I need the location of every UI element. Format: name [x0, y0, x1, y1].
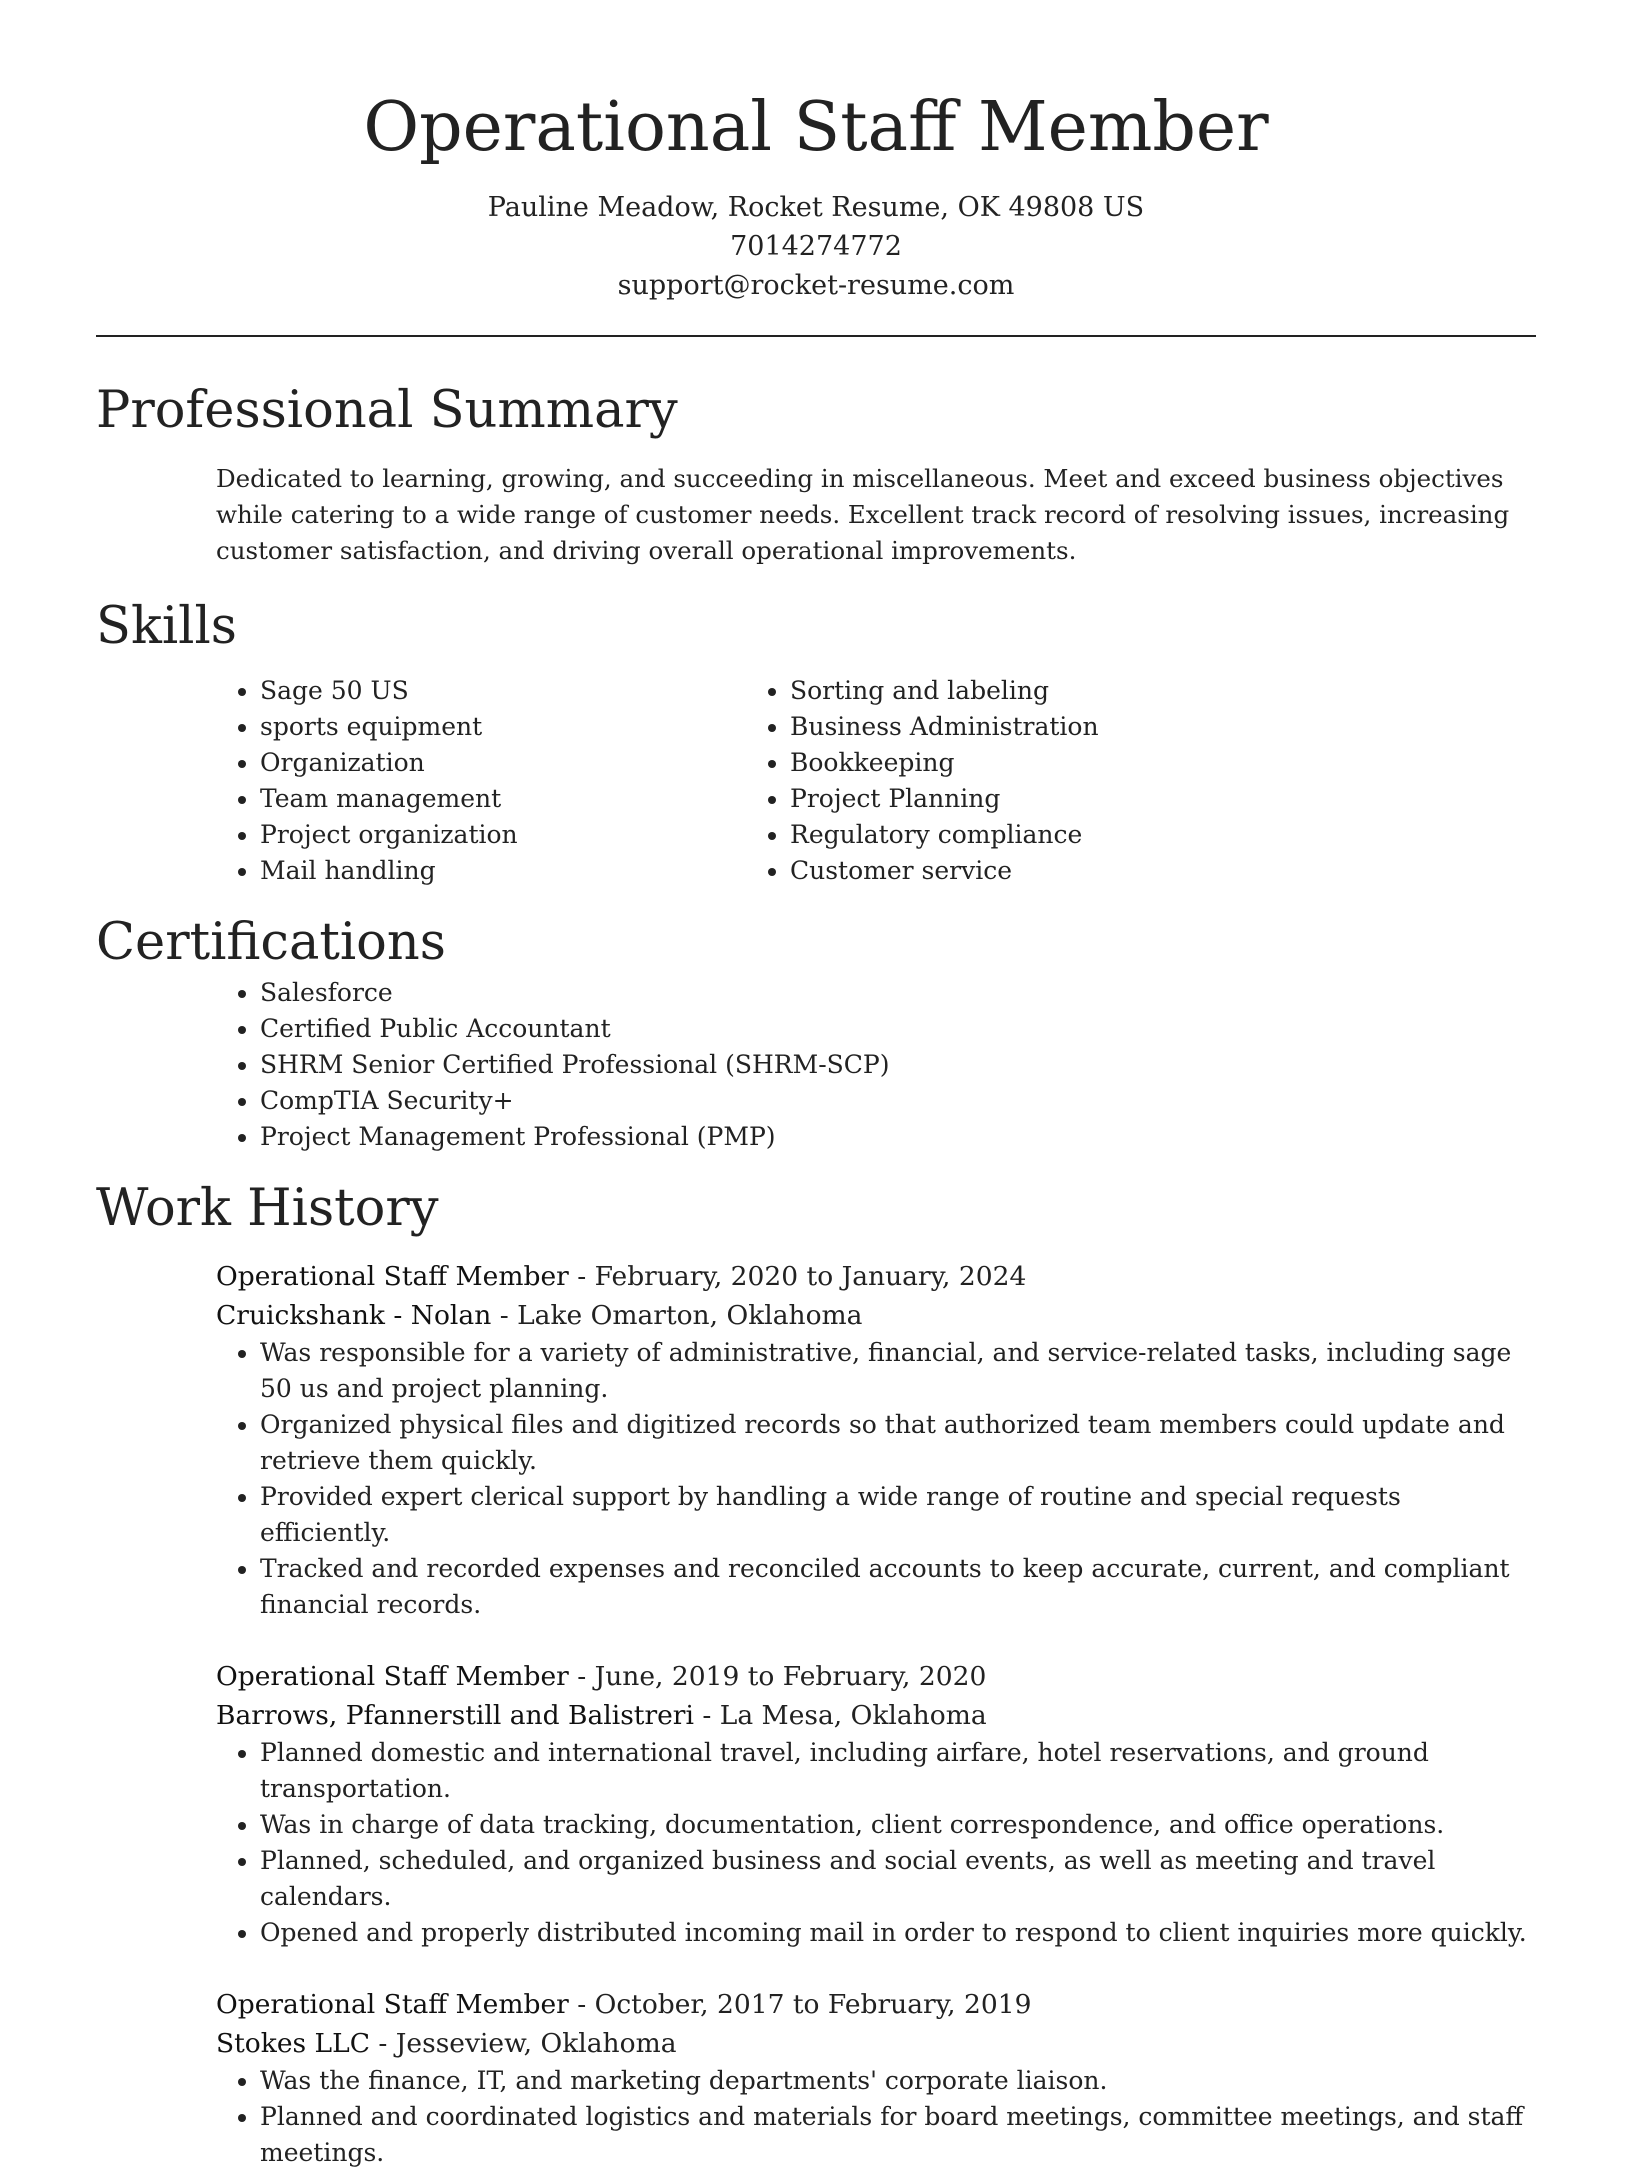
- job-bullet: • Was responsible for a variety of administrative, financial, and service-related tasks, including sage 50 us and project planning.: [260, 1335, 1536, 1407]
- job-role: Operational Staff Member: [216, 1661, 569, 1692]
- certification-item: • SHRM Senior Certified Professional (SHRM-SCP): [260, 1047, 1536, 1083]
- job-bullet: • Planned, scheduled, and organized business and social events, as well as meeting and travel calendars.: [260, 1843, 1536, 1915]
- contact-address: Pauline Meadow, Rocket Resume, OK 49808 US: [487, 192, 1145, 223]
- job-bullet: • Provided expert clerical support by handling a wide range of routine and special requests efficiently.: [260, 1479, 1536, 1551]
- job-role: Operational Staff Member: [216, 1989, 569, 2020]
- job-company: Cruickshank - Nolan: [216, 1300, 492, 1331]
- job-company-line: [216, 2024, 1536, 2063]
- skills-list-left: [96, 673, 746, 889]
- job-bullets: [216, 2063, 1536, 2171]
- job-company-line: [216, 1696, 1536, 1735]
- job-title-line: [216, 1985, 1536, 2024]
- job-company: Barrows, Pfannerstill and Balistreri: [216, 1700, 694, 1731]
- job-entry: [216, 1257, 1536, 1623]
- certification-item: • Project Management Professional (PMP): [260, 1119, 1536, 1155]
- certification-item: • Salesforce: [260, 975, 1536, 1011]
- job-dates: - February, 2020 to January, 2024: [568, 1261, 1027, 1292]
- skills-columns: [96, 673, 1536, 889]
- skill-item: • Project organization: [260, 817, 746, 853]
- job-bullets: [216, 1335, 1536, 1623]
- certification-item: • Certified Public Accountant: [260, 1011, 1536, 1047]
- job-bullet: • Planned domestic and international travel, including airfare, hotel reservations, and ground transportation.: [260, 1735, 1536, 1807]
- contact-phone: 7014274772: [730, 231, 902, 262]
- skill-item: • Project Planning: [790, 781, 1396, 817]
- skill-item: • Sorting and labeling: [790, 673, 1396, 709]
- skill-item: • Organization: [260, 745, 746, 781]
- job-role: Operational Staff Member: [216, 1261, 569, 1292]
- contact-block: [0, 188, 1632, 305]
- skills-heading: Skills: [96, 597, 237, 656]
- job-dates: - June, 2019 to February, 2020: [568, 1661, 987, 1692]
- skill-item: • sports equipment: [260, 709, 746, 745]
- work-history-section: [0, 1177, 1632, 2171]
- certifications-heading: Certifications: [96, 913, 446, 972]
- summary-section: [0, 379, 1632, 569]
- skill-item: • Regulatory compliance: [790, 817, 1396, 853]
- skill-item: • Business Administration: [790, 709, 1396, 745]
- work-history-heading: Work History: [96, 1179, 439, 1238]
- job-bullet: • Was the finance, IT, and marketing departments' corporate liaison.: [260, 2063, 1536, 2099]
- job-bullet: • Was in charge of data tracking, documentation, client correspondence, and office operations.: [260, 1807, 1536, 1843]
- job-entry: [216, 1657, 1536, 1951]
- certifications-list: [96, 975, 1536, 1155]
- job-bullet: • Planned and coordinated logistics and materials for board meetings, committee meetings, and staff meetings.: [260, 2099, 1536, 2171]
- job-location: - Jesseview, Oklahoma: [370, 2028, 677, 2059]
- certification-item: • CompTIA Security+: [260, 1083, 1536, 1119]
- job-bullet: • Organized physical files and digitized records so that authorized team members could update and retrieve them quickly.: [260, 1407, 1536, 1479]
- job-company-line: [216, 1296, 1536, 1335]
- header-divider: [96, 335, 1536, 337]
- skill-item: • Team management: [260, 781, 746, 817]
- candidate-name: Operational Staff Member: [363, 88, 1269, 167]
- summary-text: Dedicated to learning, growing, and succeeding in miscellaneous. Meet and exceed business objectives while catering to a wide range of customer needs. Excellent track record of resolving issues, increasing customer satisfaction, and driving overall operational improvements.: [216, 464, 1510, 565]
- job-title-line: [216, 1657, 1536, 1696]
- skill-item: • Bookkeeping: [790, 745, 1396, 781]
- certifications-section: [0, 911, 1632, 1155]
- job-bullets: [216, 1735, 1536, 1951]
- job-location: - Lake Omarton, Oklahoma: [491, 1300, 863, 1331]
- job-location: - La Mesa, Oklahoma: [693, 1700, 987, 1731]
- resume-header: [0, 0, 1632, 305]
- summary-heading: Professional Summary: [96, 381, 678, 440]
- contact-email: support@rocket-resume.com: [617, 270, 1015, 301]
- skills-list-right: [746, 673, 1396, 889]
- job-company: Stokes LLC: [216, 2028, 370, 2059]
- skill-item: • Sage 50 US: [260, 673, 746, 709]
- skills-section: [0, 595, 1632, 889]
- job-bullet: • Tracked and recorded expenses and reconciled accounts to keep accurate, current, and compliant financial records.: [260, 1551, 1536, 1623]
- skill-item: • Customer service: [790, 853, 1396, 889]
- job-dates: - October, 2017 to February, 2019: [568, 1989, 1032, 2020]
- job-title-line: [216, 1257, 1536, 1296]
- job-bullet: • Opened and properly distributed incoming mail in order to respond to client inquiries more quickly.: [260, 1915, 1536, 1951]
- job-entry: [216, 1985, 1536, 2171]
- skill-item: • Mail handling: [260, 853, 746, 889]
